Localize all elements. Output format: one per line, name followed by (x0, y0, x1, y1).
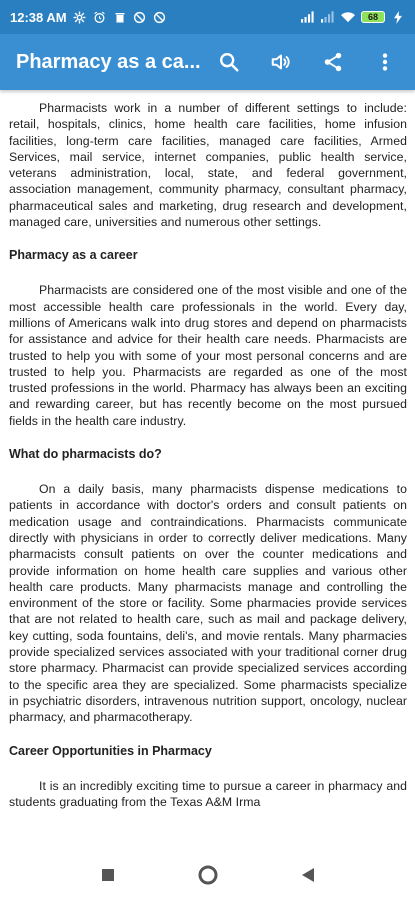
more-options-button[interactable] (365, 42, 405, 82)
system-nav-bar (0, 850, 415, 900)
career-paragraph: Pharmacists are considered one of the most visible and one of the most accessible health care professionals in the world. Every day, millions of Americans walk into drug stores and depend on pharmacists for assistance and advice for their health care needs. Pharmacists are trusted to help you with some of your most personal concerns and are trusted to help you. Pharmacists are regarded as one of the most trusted professions in the world. Pharmacy has always been an exciting and rewarding career, but has recently become on the most pursued fields in the health care industry. (9, 283, 407, 428)
opportunities-paragraph: It is an incredibly exciting time to pursue a career in pharmacy and students graduating from the Texas A&M Irma (9, 778, 407, 809)
home-button[interactable] (194, 861, 222, 889)
block-icon (133, 10, 147, 24)
speak-button[interactable] (261, 42, 301, 82)
search-icon (218, 51, 240, 73)
charging-icon (391, 10, 405, 24)
app-bar (0, 34, 415, 90)
article-content[interactable] (0, 90, 415, 850)
what-do-paragraph: On a daily basis, many pharmacists dispense medications to patients in accordance with doctor's orders and consult patients on medication usage and contraindications. Pharmacists communicate directly with physicians in order to correctly deliver medications. Many pharmacists consult patients on over the counter medications and provide information on home health care supplies and various other health care products. Many pharmacists manage and controlling the environment of the store or facility. Some pharmacies provide services that are not related to health care, such as mail and package delivery, key cutting, soda fountains, deli's, and movie rentals. Many pharmacies provide specialized services associated with your traditional corner drug store pharmacy. Pharmacist can provide specialized services according to the specific area they are specialized. Some pharmacists specialize in psychiatric disorders, intravenous nutrition support, oncology, nuclear pharmacy, and pharmacotherapy. (9, 482, 407, 725)
speaker-icon (269, 51, 293, 73)
back-icon (301, 867, 315, 883)
search-button[interactable] (209, 42, 249, 82)
recents-button[interactable] (94, 861, 122, 889)
back-button[interactable] (294, 861, 322, 889)
share-icon (322, 51, 344, 73)
recents-icon (101, 868, 115, 882)
share-button[interactable] (313, 42, 353, 82)
more-vert-icon (381, 51, 389, 73)
signal-icon (301, 10, 315, 24)
signal-weak-icon (321, 10, 335, 24)
status-right (301, 10, 405, 24)
intro-paragraph: Pharmacists work in a number of different settings to include: retail, hospitals, clinics, home health care facilities, home infusion facilities, long-term care facilities, managed care facilities, Armed Services, mail service, internet companies, public health service, veterans administration, local, state, and federal government, association management, community pharmacy, consultant pharmacy, pharmaceutical sales and marketing, drug research and development, managed care, universities and numerous other settings. (9, 101, 407, 230)
page-title: Pharmacy as a ca... (16, 50, 201, 73)
battery-icon: 68 (361, 11, 385, 23)
trash-icon (113, 10, 127, 24)
status-left (10, 10, 167, 25)
block-icon (153, 10, 167, 24)
wifi-icon (341, 10, 355, 24)
section-heading-career: Pharmacy as a career (9, 248, 138, 263)
status-bar (0, 0, 415, 34)
app-actions (209, 42, 405, 82)
status-time: 12:38 AM (10, 9, 67, 25)
section-heading-what-do: What do pharmacists do? (9, 447, 162, 462)
alarm-icon (93, 10, 107, 24)
settings-icon (73, 10, 87, 24)
section-heading-opportunities: Career Opportunities in Pharmacy (9, 743, 212, 758)
home-icon (197, 864, 219, 886)
